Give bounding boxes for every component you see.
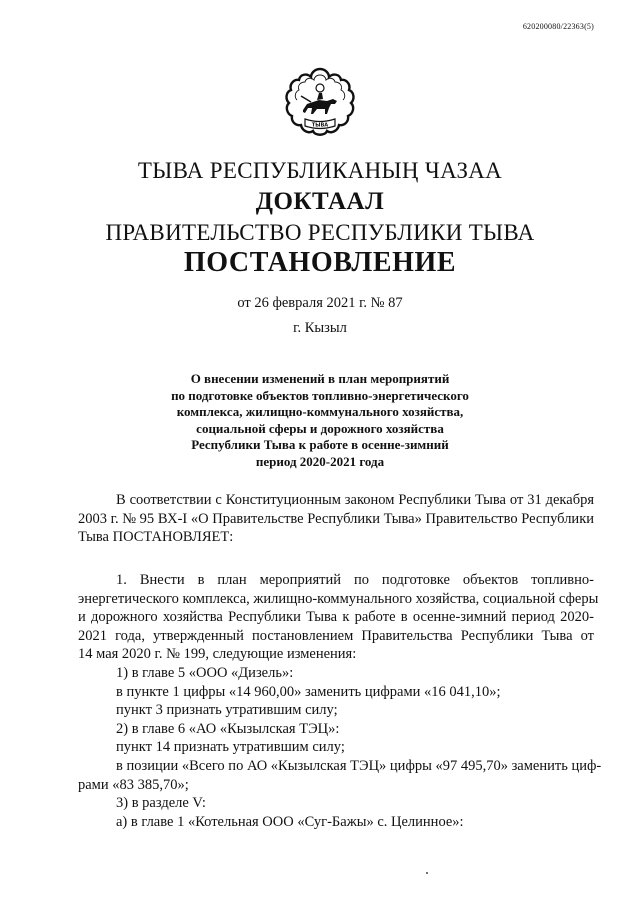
item-1-paragraph (78, 571, 602, 831)
preamble-paragraph (78, 491, 594, 547)
header-tuvan-resolution: ДОКТААЛ (255, 188, 385, 215)
title-line: период 2020-2021 года (255, 453, 385, 469)
item-1-line: энергетического комплекса, жилищно-коммунального хозяйства, социальной сферы (78, 590, 599, 607)
change-line: 3) в разделе V: (116, 795, 206, 812)
item-1-line: 2021 года, утвержденный постановлением Правительства Республики Тыва от (78, 627, 594, 644)
emblem-ribbon-label: ТЫВА (311, 122, 329, 129)
resolution-title (100, 371, 540, 470)
item-1-line: и дорожного хозяйства Республики Тыва к работе в осенне-зимний период 2020- (78, 609, 594, 626)
title-line: по подготовке объектов топливно-энергетического (171, 387, 469, 403)
change-line: пункт 3 признать утратившим силу; (116, 702, 338, 719)
change-line: в позиции «Всего по АО «Кызылская ТЭЦ» цифры «97 495,70» заменить циф- (116, 757, 602, 774)
item-1-line: 14 мая 2020 г. № 199, следующие изменения: (78, 646, 357, 663)
header-government: ПРАВИТЕЛЬСТВО РЕСПУБЛИКИ ТЫВА (105, 220, 535, 245)
document-number: 620200080/22363(5) (522, 22, 594, 31)
title-line: социальной сферы и дорожного хозяйства (196, 420, 444, 436)
change-line: 1) в главе 5 «ООО «Дизель»: (116, 664, 294, 681)
change-line: а) в главе 1 «Котельная ООО «Суг-Бажы» с. Целинное»: (116, 813, 464, 830)
change-line: в пункте 1 цифры «14 960,00» заменить цифрами «16 041,10»; (116, 683, 501, 700)
scan-speck (426, 872, 428, 874)
header-tuvan-government: ТЫВА РЕСПУБЛИКАНЫҢ ЧАЗАА (137, 158, 503, 183)
change-line: 2) в главе 6 «АО «Кызылская ТЭЦ»: (116, 720, 340, 737)
change-line: рами «83 385,70»; (78, 776, 189, 793)
document-date: от 26 февраля 2021 г. № 87 (237, 295, 403, 311)
change-line: пункт 14 признать утратившим силу; (116, 739, 345, 756)
document-city: г. Кызыл (293, 320, 347, 336)
preamble-line: Тыва ПОСТАНОВЛЯЕТ: (78, 529, 234, 546)
preamble-line: В соответствии с Конституционным законом Республики Тыва от 31 декабря (116, 492, 594, 508)
title-line: О внесении изменений в план мероприятий (190, 371, 450, 386)
title-line: комплекса, жилищно-коммунального хозяйства, (176, 404, 464, 419)
item-1-line: 1. Внести в план мероприятий по подготовке объектов топливно- (116, 572, 594, 588)
coat-of-arms-icon (283, 66, 357, 142)
title-line: Республики Тыва к работе в осенне-зимний (191, 437, 449, 452)
header-resolution: ПОСТАНОВЛЕНИЕ (183, 247, 457, 278)
preamble-line: 2003 г. № 95 ВХ-I «О Правительстве Республики Тыва» Правительство Республики (78, 510, 594, 527)
